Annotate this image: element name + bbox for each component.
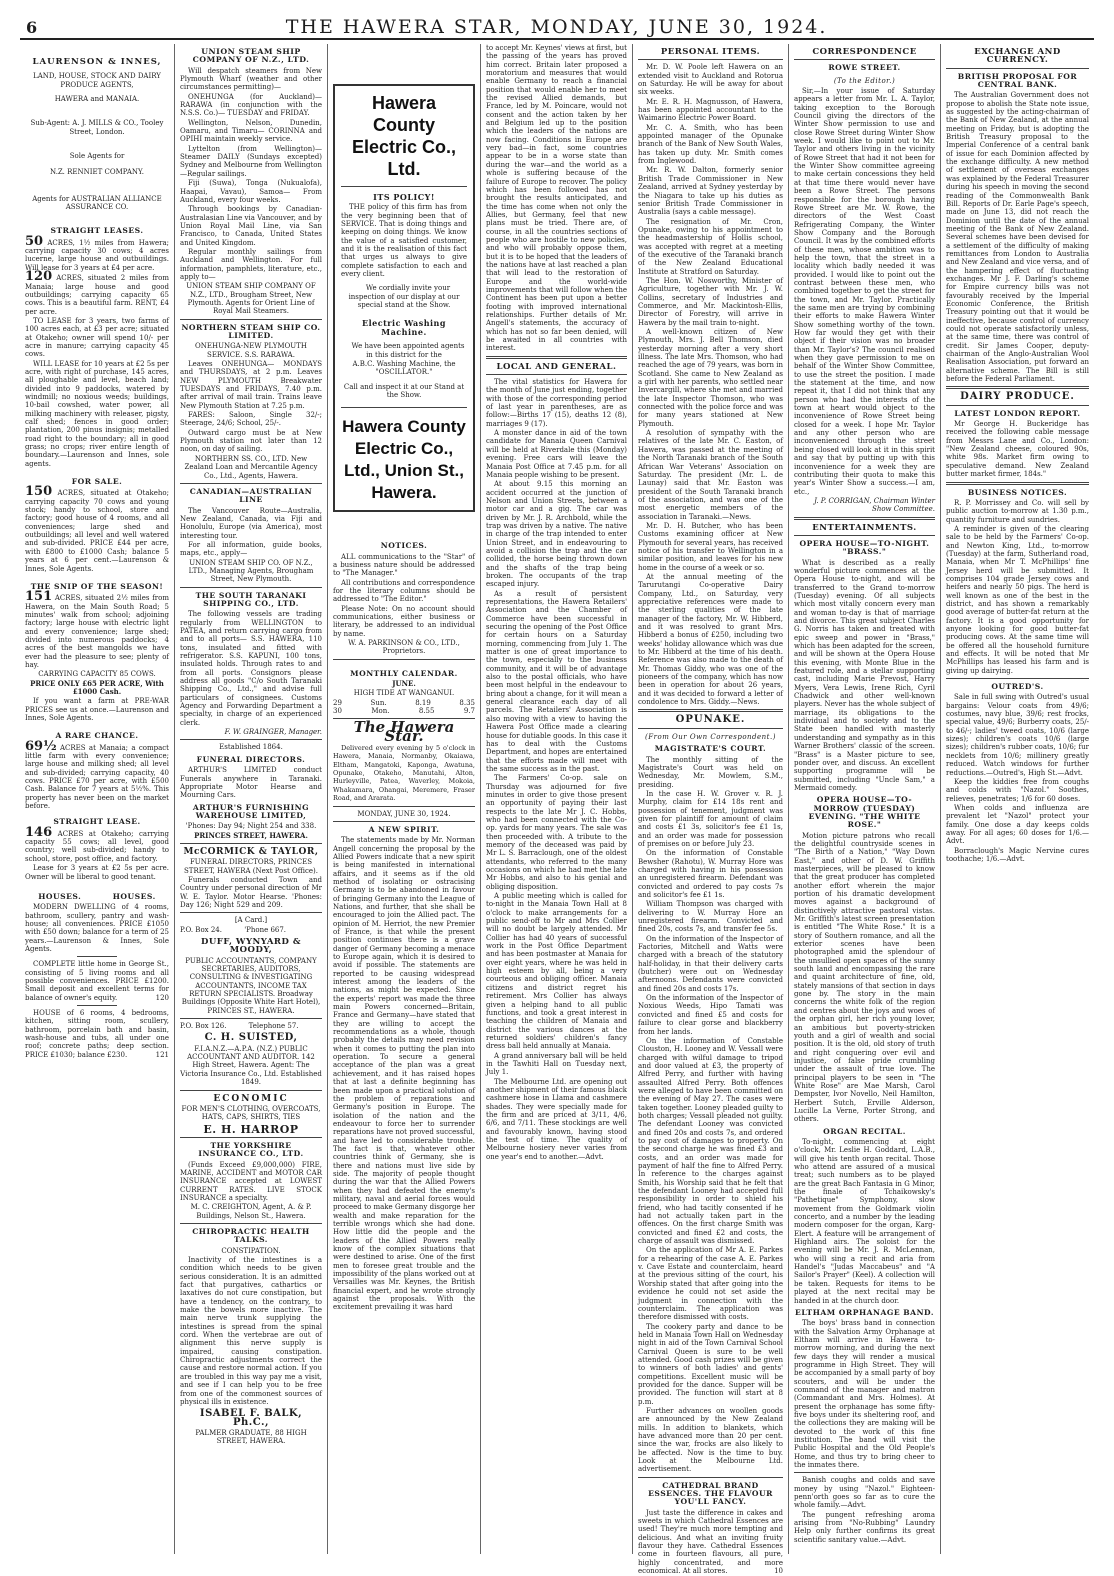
star-nameplate: The Hawera Star. <box>353 718 455 745</box>
corrigan-signature: J. P. CORRIGAN, Chairman Winter Show Committee. <box>814 496 935 514</box>
south-taranaki-title: THE SOUTH TARANAKI SHIPPING CO., LTD. <box>195 590 307 608</box>
personal-8: A resolution of sympathy with the relatives of the late Mr. C. Easton, of Hawera, was passed at the meeting of the North Taranaki branch of the South African War Veterans' Association on Saturday. The president (Mr. L. de Launay) said that Mr. Easton was president of the South Taranaki branch of the association, and was one of the most energetic members of the association in Taranaki.—News. <box>638 429 783 521</box>
canadian-info: For all information, guide books, maps, etc., apply— <box>180 540 322 558</box>
economic-title: ECONOMIC <box>213 1093 289 1104</box>
duff-title: DUFF, WYNYARD & MOODY, <box>201 937 301 956</box>
usco-body: Will despatch steamers from New Plymouth Wharf (weather and other circumstances permitting)— <box>180 66 322 92</box>
sole-agents: Sole Agents for <box>69 152 125 161</box>
court-9: The cookery party and dance to be held in Manaia Town Hall on Wednesday night in aid of the Town Carnival School Carnival Queen is sure to be well attended. Good cash prizes will be given to winners of both ladies' and gents' competitions. Excellent music will be provided for the dance. Supper will be provided. The function will start at 8 p.m. <box>638 1322 783 1406</box>
court-2: In the case H. W. Grover v. R. J. Murphy, claim for £14 18s rent and possession of tenement, judgment was given for plaintiff for amount of claim and costs £1 3s, solicitor's fee £1 1s, and an order was made for possession of premises on or before July 23. <box>638 789 783 848</box>
column-3 <box>328 44 481 1554</box>
prewar: If you want a farm at PRE-WAR PRICES see us at once.—Laurenson and Innes, Sole Agents. <box>25 697 169 722</box>
lease-50: 50 ACRES, 1½ miles from Hawera; carrying capacity 30 cows; 4 acres lucerne, large house and outbuildings. Will lease for 3 years at £4 per acre. <box>25 233 169 272</box>
notices-body-3: Please Note: On no account should communications, either business or literary, be addressed to an individual by name. <box>333 604 475 638</box>
new-spirit-body: The statements made by Mr. Norman Angell concerning the proposal by the Allied Powers indicate that a new spirit is being manifested in international affairs, and it seems as if the old method of isolating or ostracising Germany is to be abandoned in favour of bringing Germany into the League of Nations, and further, that she shall be encouraged to join the Allied pact. The opinion of M. Herriot, the new Premier of France, is that while the present position continues there is a grave danger of Germany becoming a menace to Europe again, which it is desired to avoid if possible. The statements are reported to be causing widespread interest among the leaders of the nations, as might be expected. Since the experts' report was made the three main Powers concerned—Britain, France and Germany—have stated that they are willing to accept the recommendations as a whole, though probably the details may need revision when it comes to putting the plan into operation. To secure a general acceptance of the plan was a great achievement, and it has raised hopes that at last a definite beginning has been made upon a practical solution of the problem of reparations and Germany's position in Europe. The isolation of the nation and the endeavour to force her to surrender reparations have not proved successful, and have led to considerable trouble. The fact is that, whatever other countries think of Germany, she is there and nations must live side by side. The majority of people thought during the war that the Allied Powers when they had defeated the enemy's military, naval and aerial forces would proceed to make Germany disgorge her wealth and make reparation for the terrible wrongs which she had done. How little did the people and the leaders of the Allied Powers really know of the complex situations that were destined to arise. One of the first men to foresee great trouble and the impossibility of the plans worked out at Versailles was Mr. Keynes, the British financial expert, and he wrote strongly against the proposals. With the excitement prevailing it was hard <box>333 836 475 1312</box>
court-1: The monthly sitting of the Magistrate's Court was held on Wednesday, Mr. Mowlem, S.M., presiding. <box>638 755 783 789</box>
balk-sub: PALMER GRADUATE, 88 HIGH STREET, HAWERA. <box>195 1428 307 1446</box>
personal-4: Mr. R. W. Dalton, formerly senior British Trade Commissioner in New Zealand, arrived at Sydney yesterday by the Niagara to take up his duties as senior British Trade Commissioner in Australia (says a cable message). <box>638 166 783 217</box>
banish-advert: Banish coughs and colds and save money by using "Nazol." Eighteen-penn'orth goes so far as to cure the whole family.—Advt. <box>794 1476 935 1510</box>
usco-lyttelton: Lyttelton (from Wellington)— Steamer DAILY (Sundays excepted) Sydney and Melbourne from Wellington—Regular sailings. <box>180 144 322 178</box>
local-7: A grand anniversary ball will be held in the Tawhiti Hall on Tuesday next, July 1. <box>486 1051 627 1077</box>
tide-row-2: 30 Mon. 8.55 9.7 <box>333 707 475 716</box>
duff-body: PUBLIC ACCOUNTANTS, COMPANY SECRETARIES, AUDITORS, CONSULTING & INVESTIGATING ACCOUNTANTS, INCOME TAX RETURN SPECIALISTS. Broadway Buildings (Opposite White Hart Hotel), PRINCES ST., HAWERA. <box>181 956 321 1015</box>
court-5: On the information of the Inspector of Factories, Mitchell and Watts were charged with a breach of the statutory half-holiday, in that their delivery carts (butcher) were out on Wednesday afternoons. Defendants were convicted and fined 20s and costs 17s. <box>638 934 783 993</box>
tide-row-1: 29 Sun. 8.19 8.35 <box>333 698 475 707</box>
hce-washing: Electric Washing Machine. <box>362 318 446 337</box>
modern-dwelling: MODERN DWELLING of 4 rooms, bathroom, scullery, pantry and wash-house; all conveniences. PRICE £1050 with £50 down; balance for a term of 25 years.—Laurenson & Innes, Sole Agents. <box>25 903 169 953</box>
rare-chance-heading: A RARE CHANCE. <box>55 731 139 741</box>
yorkshire-title: THE YORKSHIRE INSURANCE CO., LTD. <box>198 1140 304 1159</box>
court-6: On the information of the Inspector of Noxious Weeds, Hipo Tamati was convicted and fined £5 and costs for failure to clear gorse and blackberry from her lands. <box>638 994 783 1036</box>
arthur-funerals: ARTHUR'S LIMITED conduct Funerals anywhere in Taranaki. Appropriate Motor Hearse and Mourning Cars. <box>180 766 322 800</box>
british-proposal: BRITISH PROPOSAL FOR CENTRAL BANK. <box>957 71 1078 90</box>
personal-10: At the annual meeting of the Tarurutangi Co-operative Dairy Company, Ltd., on Saturday, very appreciative references were made to the sterling qualities of the late manager of the factory, Mr. W. Hibberd, and it was resolved to grant Mrs. Hibberd a bonus of £250, including two weeks' holiday allowance which was due to Mr. Hibberd at the time of his death. Reference was also made to the death of Mr. Thomas Giddy, who was one of the pioneers of the company, which has now been in operation for about 26 years, and it was decided to forward a letter of condolence to Mrs. Giddy.—News. <box>638 572 783 707</box>
page-number: 6 <box>26 18 38 37</box>
duff-pobox: P.O. Box 24. 'Phone 667. <box>180 925 287 934</box>
court-3: On the information of Constable Bewsher (Rahotu), W. Murray Hore was charged with having in his possession an unregistered firearm. Defendant was convicted and ordered to pay costs 7s and solicitor's fee £1 1s. <box>638 849 783 899</box>
date-line: MONDAY, JUNE 30, 1924. <box>357 809 451 818</box>
yorkshire-body: (Funds Exceed £9,000,000) FIRE, MARINE, ACCIDENT and MOTOR CAR INSURANCE accepted at LOWEST CURRENT RATES. LIVE STOCK INSURANCE a specialty. <box>180 1160 322 1202</box>
houses-heading: HOUSES. HOUSES. <box>38 891 156 901</box>
local-1: The vital statistics for Hawera for the month of June just ending, together with those of the corresponding period of last year in parentheses, are as follow:—Births 17 (15), deaths 12 (8), marriages 9 (17). <box>486 378 627 428</box>
to-editor: (To the Editor.) <box>833 76 896 85</box>
lease-farms: TO LEASE for 3 years, two farms of 100 acres each, at £3 per acre; situated at Otakeho; owner will spend 10/- per acre in manure; carrying capacity 45 cows. <box>25 316 169 359</box>
arthur-furnishing: ARTHUR'S FURNISHING WAREHOUSE LIMITED, <box>192 802 310 820</box>
exchange-body: The Australian Government does not propose to abolish the State note issue, as suggested by the acting-chairman of the Bank of New Zealand, at the annual meeting on Friday, but is adopting the British Treasury proposal to the Imperial Conference of a central bank of issue for each Dominion affected by the exchange difficulty. A new method of settlement of overseas exchanges was explained by the Federal Treasurer during his speech in moving the second reading of the Commonwealth Bank Bill. Reports of Dr. Earle Page's speech, made on June 13, did not reach the Dominion until the date of the annual meeting of the Bank of New Zealand. Several schemes have been devised for a settlement of the difficulty of making remittances from London to Australia and New Zealand and vice versa, and of the hampering effect of fluctuating exchanges. Mr J. F. Darling's scheme for Empire currency bills was not favourably received by the Imperial Economic Conference, the British Treasury pointing out that it would be ineffective, because control of currency could not operate satisfactorily unless, at the same time, there was control of credit. Sir James Cooper, deputy-chairman of the Anglo-Australian Wool Realisation Association, put forward an alternative scheme. The Bill is still before the Federal Parliament. <box>946 91 1089 384</box>
court-7: On the information of Constable Clouston, H. Looney and W. Vessall were charged with wilful damage to tripod and door valued at £3, the property of Alfred Perry, and further with having assaulted Alfred Perry. Both offences were alleged to have been committed on the evening of May 27. The cases were taken together. Looney pleaded guilty to both charges; Vessall pleaded not guilty. The defendant Looney was convicted and fined 20s and costs 7s, and ordered to pay cost of damages to property. On the second charge he was fined £3 and costs, and an order was made for payment of half the fine to Alfred Perry. In reference to the charges against Smith, his Worship said that he felt that the defendant Looney had accepted full responsibility in order to shield his friend, who had tacitly consented if he had not actually taken part in the offences. On the first charge Smith was convicted and fined £2 and costs, the charge of assault was dismissed. <box>638 1036 783 1246</box>
price-only: PRICE ONLY £65 PER ACRE, With £1000 Cash. <box>30 678 164 696</box>
eltham-heading: ELTHAM ORPHANAGE BAND. <box>795 1307 934 1317</box>
sale-150: 150 ACRES, situated at Otakeho; carrying capacity 70 cows and young stock; handy to school, store and factory; good house of 4 rooms, and all conveniences; large shed and outbuildings; all level and well watered and sub-divided. PRICE £44 per acre, with £800 to £1000 Cash; balance 5 years at 6 per cent.—Laurenson & Innes, Sole Agents. <box>25 484 169 573</box>
hce-policy-body: THE policy of this firm has from the very beginning been that of SERVICE. That is doing things and keeping on doing things. We know the value of a satisfied customer, and it is the realisation of this fact that urges us always to give complete satisfaction to each and every client. <box>341 203 467 279</box>
northern-fares: FARES: Saloon, Single 32/-; Steerage, 24/6; School, 25/-. <box>180 411 322 428</box>
chiro-title: CHIROPRACTIC HEALTH TALKS. <box>192 1226 310 1245</box>
canadian-title: CANADIAN—AUSTRALIAN LINE <box>189 486 313 505</box>
chiro-body: Inactivity of the intestines is a condition which needs to be given serious consideration. It is an admitted fact that purgatives, cathartics or laxatives do not cure constipation, but have a tendency, on the contrary, to make the bowels more inactive. The main nerve trunk supplying the intestines is spread from the spinal cord. When the vertebrae are out of alignment this nerve supply is impaired, causing constipation. Chiropractic adjustments correct the cause and restore normal action. If you are troubled in this way pay me a visit, and see if I can help you to be free from one of the commonest sources of physical ills in existence. <box>180 1256 322 1406</box>
business-1: R. P. Morrissey and Co. will sell by public auction to-morrow at 1.30 p.m., quantity furniture and sundries. <box>946 498 1089 524</box>
sub-agent: Sub-Agent: A. J. MILLS & CO., Tooley Street, London. <box>30 119 164 136</box>
cathedral-heading: CATHEDRAL BRAND ESSENCES. THE FLAVOUR YOU'LL FANCY. <box>648 1480 773 1507</box>
masthead <box>20 16 1094 40</box>
northern-body: Leaves ONEHUNGA— MONDAYS and THURSDAYS, at 2 p.m. Leaves NEW PLYMOUTH Breakwater TUESDAYS and FRIDAYS, 7.40 p.m. after arrival of mail train. Trains leave New Plymouth Station at 7.25 p.m. <box>180 360 322 410</box>
opera-tomorrow: OPERA HOUSE—TO-MORROW (TUESDAY) EVENING. "THE WHITE ROSE." <box>808 795 921 830</box>
suisted-pobox: P.O. Box 126. Telephone 57. <box>180 1022 299 1031</box>
south-taranaki-body: The following vessels are trading regularly from WELLINGTON to PATEA, and return carrying cargo from and to all ports— S.S. HAWERA, 110 tons, insulated and fitted with refrigerator. S.S. KAPUNI, 100 tons, insulated holds. Through rates to and from all ports. Consignors please address all goods "C/o South Taranaki Shipping Co., Ltd.," and advise full particulars of consignees. Customs Agency and Forwarding Department a specialty, in charge of an experienced clerk. <box>180 610 322 727</box>
usco-wellington: Wellington, Nelson, Dunedin, Oamaru, and Timaru— CORINNA and OPIHI maintain weekly service. <box>180 118 322 144</box>
local-heading: LOCAL AND GENERAL. <box>496 361 617 372</box>
outreds-heading: OUTRED'S. <box>991 682 1044 692</box>
personal-6: The Hon. W. Nosworthy, Minister of Agriculture, together with Mr. J. W. Collins, secretary of Industries and Commerce, and Mr. Mackintosh-Ellis, Director of Forestry, will arrive in Hawera by the mail train to-night. <box>638 276 783 327</box>
creighton: M. C. CREIGHTON, Agent, A. & P. Buildings, Nelson St., Hawera. <box>190 1203 312 1220</box>
personal-2: Mr. E. R. H. Magnusson, of Hawera, has been appointed accountant to the Waimarino Electric Power Board. <box>638 97 783 123</box>
dairy-body: Mr George H. Buckeridge has received the following cable message from Messrs Lane and Co., London: "New Zealand cheese, coloured 90s, white 98s. Market firm owing to speculative demand. New Zealand butter market firmer, 184s." <box>946 420 1089 479</box>
rowe-letter: Sir,—In your issue of Saturday appears a letter from Mr. L. A. Taylor, taking exception to the Borough Council giving the directors of the Winter Show permission to use and close Rowe Street during Winter Show week. I would like to point out to Mr. Taylor and others living in the vicinity of Rowe Street that had it not been for the Winter Show committee agreeing to make certain concessions they held at that time there would never have been a Rowe Street. The persons responsible for the borough having Rowe Street are Mr. W. Rowe, the directors of the West Coast Refrigerating Company, the Winter Show Company and the Borough Council. It was by the combined efforts of these men, whose ambition was to help the town, that the street in a locality which badly needed it was provided. I would like to point out the contrast between these men, who combined together to get the street for the town, and Mr. Taylor. Practically the same men are trying by combining their efforts to make Hawera Winter Show something worthy of the town. How far would they get with their object if their vision was no broader than Mr. Taylor's? The council realised when they gave permission to me on behalf of the Winter Show Committee, to use the street the position. I made the statement at the time, and now repeat it, that I did not think that any person who had the interests of the town at heart would object to the inconvenience of Rowe Street being closed for a week. I hope Mr. Taylor and any other person who are inconvenienced through the street being closed will look at it in this spirit and say that by putting up with this inconvenience for a week they are contributing their quota to make this year's Winter Show a success.—I am, etc., <box>794 87 935 496</box>
eltham-body: The boys' brass band in connection with the Salvation Army Orphanage at Eltham will arrive in Hawera to-morrow morning, and during the next few days they will render a musical programme in High Street. They will be accompanied by a small party of boy scouters, and will be under the command of the manager and matron (Commandant and Mrs. Holmes). At present the orphanage has some fifty-five boys under its sheltering roof, and the collections they are making will be devoted to the work of this fine institution. The band will visit the Public Hospital and the Old People's Home, and thus try to bring cheer to the inmates there. <box>794 1319 935 1470</box>
tide-heading: HIGH TIDE AT WANGANUI. <box>353 689 455 698</box>
parkinson: W. A. PARKINSON & CO., LTD., Proprietors. <box>348 639 460 656</box>
magistrate-heading: MAGISTRATE'S COURT. <box>654 744 767 754</box>
usco-onehunga: ONEHUNGA (for Auckland)— RARAWA (in conjunction with the N.S.S. Co.)— TUESDAY and FRIDAY. <box>180 92 322 118</box>
personal-5: The resignation of Mr. Cron, Opunake, owing to his appointment to the headmastership of Hollis school, was accepted with regret at a meeting of the executive of the Taranaki branch of the New Zealand Educational Institute at Stratford on Saturday. <box>638 217 783 276</box>
local-3: At about 9.15 this morning an accident occurred at the junction of Nelson and Union Streets, between a motor car and a gig. The car was driven by Mr. J. R. Archbold, while the trap was driven by a native. The native in charge of the trap intended to enter Union Street, and in endeavouring to avoid a collision the trap and the car collided, the horse being thrown down and the shafts of the trap being broken. The occupants of the trap escaped injury. <box>486 480 627 589</box>
calendar-month: JUNE. <box>392 679 416 689</box>
correspondence-heading: CORRESPONDENCE <box>812 47 917 57</box>
northern-cargo: Outward cargo must be at New Plymouth station not later than 12 noon, on day of sailing. <box>180 428 322 454</box>
star-delivery: Delivered every evening by 5 o'clock in Hawera, Manaia, Normanby, Okaiawa, Eltham, Mangatoki, Kaponga, Awatuna, Opunake, Otakeho, Manutahi, Alton, Hurleyville, Patea, Waverley, Mokoia, Whakamara, Ohangai, Meremere, Fraser Road, and Ararata. <box>333 744 475 803</box>
northern-signature: NORTHERN SS. CO., LTD. New Zealand Loan and Mercantile Agency Co., Ltd., Agents, Hawera. <box>184 454 318 480</box>
local-5: The Farmers' Co-op. sale on Thursday was adjourned for five minutes in order to give those present an opportunity of paying their last respects to the late Mr J. C. Hobbs, who had been connected with the Co-op. yards for many years. The sale was then proceeded with. A tribute to the memory of the deceased was paid by Mr L. S. Barraclough, one of the oldest attendants, who referred to the many occasions on which he had met the late Mr Hobbs, and also to his genial and obliging disposition. <box>486 774 627 891</box>
hce-appointed: We have been appointed agents in this district for the <box>351 342 465 359</box>
carrying-capacity: CARRYING CAPACITY 85 COWS. <box>38 670 156 679</box>
dairy-heading: DAIRY PRODUCE. <box>960 391 1075 403</box>
personal-1: Mr. D. W. Poole left Hawera on an extended visit to Auckland and Rotorua on Saturday. He will be away for about six weeks. <box>638 63 783 97</box>
personal-7: A well-known citizen of New Plymouth, Mrs. J. Bell Thomson, died yesterday morning after a very short illness. The late Mrs. Thomson, who had reached the age of 79 years, was born in Scotland. She came to New Zealand as a girl with her parents, who settled near Invercargill, where she met and married the late Inspector Thomson, who was connected with the police force and was for many years stationed at New Plymouth. <box>638 328 783 428</box>
northern-sub: ONEHUNGA-NEW PLYMOUTH SERVICE. S.S. RARAWA. <box>195 342 307 359</box>
lease-10-years: WILL LEASE for 10 years at £2 5s per acre, with right of purchase, 145 acres, all ploughable and level, beach land; divided into 9 paddocks, watered by windmill; no noxious weeds; buildings, 10-bail cowshed, water power, all milking machinery with releaser, pigsty, calf shed; fences in good order; plantation, 200 pinus insignis; metalled road right to the boundary; all in good grass; no crops; river entire length of boundary.—Laurenson and Innes, sole agents. <box>25 359 169 468</box>
laurenson-sub: LAND, HOUSE, STOCK AND DAIRY PRODUCE AGENTS, <box>33 72 161 89</box>
economic-body: FOR MEN'S CLOTHING, OVERCOATS, HATS, CAPS, SHIRTS, TIES <box>181 1104 321 1122</box>
lease-146-terms: Lease for 3 years at £2 5s per acre. Owner will be liberal to good tenant. <box>25 864 169 881</box>
usco-title: UNION STEAM SHIP COMPANY OF N.Z., LTD. <box>192 47 310 65</box>
northern-title: NORTHERN STEAM SHIP CO. LIMITED. <box>181 322 321 340</box>
grainger: F. W. GRAINGER, Manager. <box>224 728 322 737</box>
laurenson-location: HAWERA and MANAIA. <box>54 95 140 104</box>
mccormick-body: Funerals conducted Town and Country under personal direction of Mr W. E. Taylor. Motor Hearse. 'Phones: Day 126; Night 529 and 209. <box>180 875 322 909</box>
lease-120: 120 ACRES, situated 2 miles from Manaia; large house and good outbuildings; carrying capacity 65 cows. This is a beautiful farm. RENT, £4 per acre. <box>25 269 169 316</box>
hce-title-2: Hawera County Electric Co., Ltd., Union St., Hawera. <box>342 417 466 503</box>
new-spirit-heading: A NEW SPIRIT. <box>368 824 440 834</box>
straight-lease-heading: STRAIGHT LEASE. <box>53 817 141 827</box>
mccormick-sub: FUNERAL DIRECTORS, PRINCES STREET, HAWERA (Next Post Office). <box>183 858 318 875</box>
organ-body: To-night, commencing at eight o'clock, Mr. Leslie H. Goddard, L.A.B., will give his tenth organ recital. Those who attend are assured of a musical treat; such numbers as to be played are the great Bach Fantasia in G Minor, the finale of Tchaikowsky's "Pathetique" Symphony, slow movement from the Goldmark violin concerto, and a number by the leading modern composer for the organ, Karg-Elert. A feature will be arrangement of Highland airs. The soloist for the evening will be Mr. J. R. McLennan, who will sing a recit and aria from Handel's "Judas Maccabeus" and "A Sailor's Prayer" (Keel). A collection will be taken. Requests for items to be played at the next recital may be handed in at the church door. <box>794 1137 935 1305</box>
funeral-heading: FUNERAL DIRECTORS. <box>196 754 306 764</box>
newspaper-title: THE HAWERA STAR, MONDAY, JUNE 30, 1924. <box>285 16 828 38</box>
business-heading: BUSINESS NOTICES. <box>967 487 1068 497</box>
court-10: Further advances on woollen goods are announced by the New Zealand mills. In addition to blankets, which have advanced more than 20 per cent. since the war, frocks are also likely to be affected. Now is the time to buy. Look at the Melbourne Ltd. advertisement. <box>638 1406 783 1474</box>
hce-inspect: We cordially invite your inspection of our display at our special stand at the Show. <box>348 284 460 310</box>
established: Established 1864. <box>219 743 283 752</box>
hce-advert <box>333 84 475 512</box>
suisted-body: F.I.A.N.Z.—A.P.A. (N.Z.) PUBLIC ACCOUNTANT AND AUDITOR. 142 High Street, Hawera. Agent: The Victoria Insurance Co., Ltd. Established 1849. <box>180 1044 322 1087</box>
suisted-title: C. H. SUISTED, <box>204 1032 298 1044</box>
constipation: CONSTIPATION. <box>221 1246 281 1255</box>
notices-heading: NOTICES. <box>380 541 428 551</box>
local-8: The Melbourne Ltd. are opening out another shipment of their famous black cashmere hose in Llama and cashmere shades. They were specially made for the firm and are priced at 3/11, 4/6, 6/6, and 7/11. These stockings are well and favourably known, having stood the test of time. The quality of Melbourne hosiery never varies from one year's end to another.—Advt. <box>486 1077 627 1161</box>
notices-body: ALL communications to the "Star" of a business nature should be addressed to "The Manager." <box>333 552 475 578</box>
personal-3: Mr. C. A. Smith, who has been appointed manager of the Opunake branch of the Bank of New South Wales, has taken up duty. Mr. Smith comes from Inglewood. <box>638 123 783 166</box>
entertainments-heading: ENTERTAINMENTS. <box>812 522 917 533</box>
canadian-signature: UNION STEAM SHIP CO. OF N.Z., LTD., Managing Agents, Brougham Street, New Plymouth. <box>188 558 314 584</box>
opunake-heading: OPUNAKE. <box>675 714 746 726</box>
local-4: As a result of persistent representations, the Hawera Retailers' Association and the Chamber of Commerce have been successful in securing the opening of the Post Office for certain hours on a Saturday morning, commencing from July 1. The matter is one of great importance to the town, especially to the business community, and it will be of advantage also to the postal officials, who have been most helpful in the endeavour to bring about a change, for it will mean a general clearance each day of all parcels. The Retailers' Association is also moving with a view to having the Hawera Post Office made a clearing house for dutiable goods. In this case it has to deal with the Customs Department, and hopes are entertained that the efforts made will meet with the same success as in the past. <box>486 589 627 773</box>
column-7 <box>941 44 1094 1554</box>
cathedral-body: Just taste the difference in cakes and sweets in which Cathedral Essences are used! They're much more tempting and delicious. And what an inviting fruity flavour they have. Cathedral Essences come in fourteen flavours, all pure, highly concentrated, and more economical. At all stores. 10 <box>638 1508 783 1576</box>
own-correspondent: (From Our Own Correspondent.) <box>645 732 776 741</box>
arthur-phones: 'Phones: Day 94; Night 254 and 338. <box>185 822 317 831</box>
business-2: A reminder is given of the clearing sale to be held by the Farmers' Co-op. and Newton King, Ltd., to-morrow (Tuesday) at the farm, Sutherland road, Manaia, when Mr T. McPhillips' fine Jersey herd will be submitted. It comprises 104 grade Jersey cows and heifers and nearly 50 pigs. The herd is well known as one of the best in the district, and has shown a remarkably good average of butter-fat return at the factory. It is a good opportunity for anyone looking for good butter-fat producing cows. At the same time will be offered all the household furniture and effects. It will be noted that Mr McPhillips has leased his farm and is giving up dairying. <box>946 524 1089 675</box>
alliance-assurance: Agents for AUSTRALIAN ALLIANCE ASSURANCE CO. <box>32 194 162 212</box>
organ-heading: ORGAN RECITAL. <box>823 1126 906 1136</box>
balk: ISABEL F. BALK, Ph.C., <box>199 1408 303 1428</box>
new-spirit-continued: to accept Mr. Keynes' views at first, but the passing of the years has proved him correct. Britain later proposed a moratorium and measures that would enable Germany to reach a financial position that would enable her to meet the revised Allied demands, but France, led by M. Poincare, would not consent and the action taken by her and Belgium led up to the position which the leaders of the nations are now facing. Conditions in Europe are very bad—in fact, some countries appear to be in a worse state than during the war—and the world as a whole is suffering because of the failure of Europe to recover. The policy which has been followed has not brought the results anticipated, and the time has come when not only the Allies, but Germany, feel that new plans must be tried. There are, of course, in all the countries sections of people who are hostile to new policies, and who will probably oppose them, but it is to be hoped that the leaders of the nations have at last reached a plan that will lead to the restoration of Europe and the world-wide improvements that will follow when the Continent has been put upon a better footing with improved international relationships. Further details of Mr. Angell's statements, the accuracy of which has not so far been denied, will be awaited in all countries with interest. <box>486 44 627 353</box>
column-2 <box>175 44 328 1554</box>
hce-call: Call and inspect it at our Stand at the Show. <box>343 382 465 399</box>
personal-9: Mr. D. H. Butcher, who has been Customs examining officer at New Plymouth for several years, has received notice of his transfer to Wellington in a similar position, and leaves for his new home in the course of a week or so. <box>638 521 783 572</box>
calendar-heading: MONTHLY CALENDAR. <box>350 668 458 678</box>
local-6: A public meeting which is called for to-night in the Manaia Town Hall at 8 o'clock to make arrangements for a public send-off to Mr and Mrs Collier will no doubt be largely attended. Mr Collier has had 40 years of successful work in the Post Office Department and has been postmaster at Manaia for over eight years, where he was held in high esteem by all, being a very courteous and obliging officer. Manaia citizens and district regret his retirement. Mrs Collier has always given a helping hand to all public functions, and took a great interest in teaching the children of Manaia and district the various dances at the returned soldiers' children's fancy dress ball held annually at Manaia. <box>486 892 627 1051</box>
arthur-address: PRINCES STREET, HAWERA. <box>194 830 308 840</box>
a-card: [A Card.] <box>234 916 268 925</box>
house-6-rooms: HOUSE of 6 rooms, 4 bedrooms, kitchen, sitting room, scullery, bathroom, porcelain bath and basin, wash-house and tubs, all under one roof; concrete paths; deep section. PRICE £1030; balance £230. 121 <box>25 1008 169 1059</box>
complete-home: COMPLETE little home in George St., consisting of 5 living rooms and all possible conveniences. PRICE £1200. Small deposit and excellent terms for balance of owner's equity. 120 <box>25 960 169 1002</box>
columns <box>20 44 1094 1576</box>
borraclough: Borraclough's Magic Nervine cures toothache; 1/6.—Advt. <box>946 846 1089 863</box>
sale-151: 151 ACRES, situated 2½ miles from Hawera, on the Main South Road; 5 minutes' walk from school; adjoining factory; large house with electric light and every convenience; large shed; divided into numerous paddocks; 4 acres of the best mangolds we have ever had the pleasure to see; plenty of hay. <box>25 589 169 669</box>
harrop: E. H. HARROP <box>203 1122 299 1136</box>
laurenson-title: LAURENSON & INNES, <box>32 57 162 67</box>
rennet-company: N.Z. RENNIET COMPANY. <box>50 168 144 177</box>
notices-body-2: All contributions and correspondence for the literary columns should be addressed to "The Editor." <box>333 578 475 604</box>
mccormick-title: McCORMICK & TAYLOR, <box>183 846 319 857</box>
when-colds: When colds and influenza are prevalent let "Nazol" protect your family. One dose a day keeps colds away. For all ages; 60 doses for 1/6.—Advt. <box>946 803 1089 846</box>
canadian-body: The Vancouver Route—Australia, New Zealand, Canada, via Fiji and Honolulu, Europe (via America), most interesting tour. <box>180 506 322 540</box>
snip-heading: THE SNIP OF THE SEASON! <box>30 581 164 591</box>
personal-heading: PERSONAL ITEMS. <box>660 47 761 57</box>
column-4 <box>481 44 633 1554</box>
sale-69: 69½ ACRES at Manaia; a compact little farm with every convenience; large house and milking shed; all level and sub-divided; carrying capacity, 40 cows. PRICE £70 per acre, with £500 Cash. Balance for 7 years at 5½%. This property has never been on the market before. <box>25 738 169 811</box>
court-8: On the application of Mr A. E. Parkes for a rehearing of the case A. E. Parkes v. Cave Estate and counterclaim, heard at the previous sitting of the court, his Worship stated that after going into the evidence he could not set aside the judgment in connection with the counterclaim. The application was therefore dismissed with costs. <box>638 1246 783 1322</box>
exchange-heading: EXCHANGE AND CURRENCY. <box>974 47 1061 66</box>
rowe-street: ROWE STREET. <box>828 63 901 73</box>
for-sale-heading: FOR SALE. <box>71 477 123 487</box>
hce-policy: ITS POLICY! <box>373 192 435 202</box>
london-report: LATEST LONDON REPORT. <box>954 408 1081 418</box>
local-2: A monster dance in aid of the town candidate for Manaia Queen Carnival will be held at Riverdale this (Monday) evening. Free cars will leave the Manaia Post Office at 7.45 p.m. for all Manaia people wishing to be present. <box>486 429 627 479</box>
opera-tonight: OPERA HOUSE—TO-NIGHT. "BRASS." <box>799 538 930 557</box>
usco-signature: UNION STEAM SHIP COMPANY OF N.Z., LTD., Brougham Street, New Plymouth. Agents for Orient Line of Royal Mail Steamers. <box>186 282 316 316</box>
brass-body: What is described as a really wonderful picture commences at the Opera House to-night, and will be transferred to the Grand to-morrow (Tuesday) evening. Of all subjects which most vitally concern every man and woman to-day is that of marriage and divorce. This great subject Charles G. Norris has taken and treated with epic sweep and power in "Brass," which has been adapted for the screen, and will be shown at the Opera House this evening, with Monte Blue in the featured role, and a stellar supporting cast, including Marie Prevost, Harry Myers, Vera Lewis, Irene Rich, Cyril Chadwick and other well-known players. Never has the whole subject of marriage, its obligations to the individual and to society and to the State been handled with masterly understanding and sympathy as in this Warner Brothers' classic of the screen. "Brass" is a Master picture to see, ponder over, and discuss. An excellent supporting programme will be submitted, including "Uncle Sam," a Mermaid comedy. <box>794 558 935 792</box>
straight-leases-heading: STRAIGHT LEASES. <box>50 226 144 236</box>
outreds-body: Sale in full swing with Outred's usual bargains: Velour coats from 49/6; costumes, navy blue, 39/6; rest frocks, special value, 49/6; Burberry coats, 25/- to 46/-; ladies' tweed coats, 10/6 (large sizes); children's coats 10/6 (large sizes); children's rubber coats, 10/6; fur necklets from 10/6; millinery greatly reduced. Watch windows for further reductions.—Outred's, High St.—Advt. <box>946 693 1089 777</box>
usco-regular: Regular monthly sailings from Auckland and Wellington. For full information, pamphlets, literature, etc., apply to— <box>180 247 322 281</box>
court-4: William Thompson was charged with delivering to W. Murray Hore an unregistered firearm. Convicted and fined 20s, costs 7s, and transfer fee 5s. <box>638 900 783 934</box>
usco-through: Through bookings by Canadian-Australasian Line via Vancouver, and by Union Royal Mail Line, via San Francisco, to Canada, United States and United Kingdom. <box>180 205 322 247</box>
column-5 <box>633 44 789 1576</box>
usco-fiji: Fiji (Suwa), Tonga (Nukualofa), Haapai, Vavau), Samoa— From Auckland, every four weeks. <box>180 179 322 204</box>
keep-kiddies: Keep the kiddies free from coughs and colds with "Nazol." Soothes, relieves, penetrates; 1/6 for 60 doses. <box>946 777 1089 803</box>
column-1 <box>20 44 175 1554</box>
column-6 <box>789 44 941 1554</box>
hce-title: Hawera County Electric Co., Ltd. <box>351 93 457 179</box>
pungent-advert: The pungent refreshing aroma arising from "No-Rubbing" Laundry Help only further confirms its great scientific sanitary value.—Advt. <box>794 1510 935 1544</box>
lease-146: 146 ACRES at Otakeho; carrying capacity 55 cows; all level, good country; well sub-divided; handy to school, store, post office, and factory. <box>25 824 169 863</box>
hce-abc: A.B.C. Washing Machine, the "OSCILLATOR." <box>352 359 456 377</box>
white-rose-body: Motion picture patrons who recall the delightful countryside scenes in "The Birth of a Nation," "Way Down East," and other of D. W. Griffith masterpieces, will be pleased to know that the great producer has completed another effort wherein the major portion of his dramatic development moves against a background of distinctively attractive pastoral vistas. Mr. Griffith's latest screen presentation is entitled "The White Rose." It is a story of Southern romance, and all the exterior scenes have been photographed amid the splendour of the unsullied open spaces of the sunny south land and encompassing the rare and quaint architecture of fine, old, stately mansions of that section in days gone by. The story in the main concerns the white folk of the region and centres about the joys and woes of the orphan girl, her rich young lover, an ambitious but poverty-stricken youth and a girl of wealth and social position. It is the old, old story of truth and right conquering over evil and injustice, of false pride crumbling under the assault of true love. The principal players to be seen in "The White Rose" are Mae Marsh, Carol Dempster, Ivor Novello, Neil Hamilton, Herbert Sutch, Erville Alderson, Lucille La Verne, Porter Strong, and others. <box>794 831 935 1124</box>
